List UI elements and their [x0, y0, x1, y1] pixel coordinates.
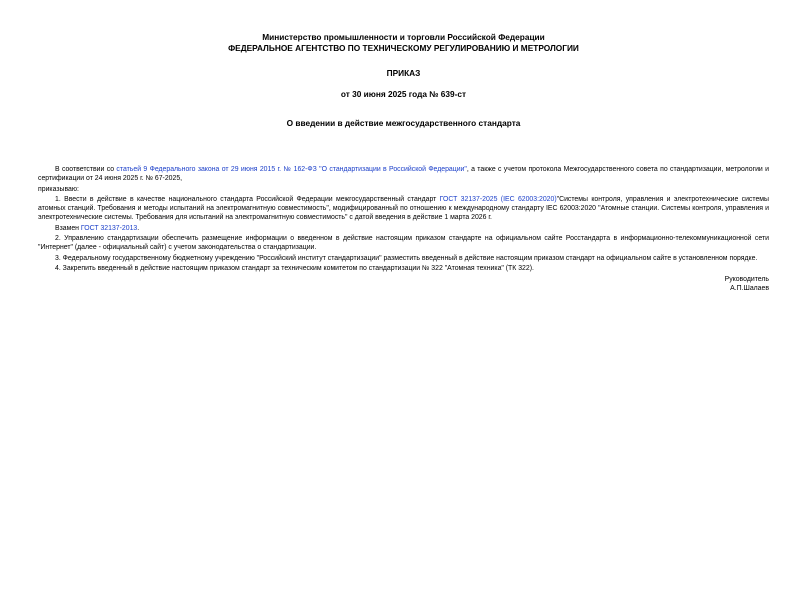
- gost-2025-link[interactable]: ГОСТ 32137-2025 (IEC 62003:2020): [439, 196, 557, 203]
- paragraph-replacement: Взамен ГОСТ 32137-2013.: [55, 224, 140, 232]
- date-number-heading: от 30 июня 2025 года № 639-ст: [340, 89, 467, 99]
- paragraph-item-3: 3. Федеральному государственному бюджетному учреждению "Российский институт стандартизации" разместить введенный в действие настоящим приказом стандарт на официальном сайте в установленном порядке.: [55, 254, 758, 262]
- gost-2013-link[interactable]: ГОСТ 32137-2013: [80, 224, 138, 232]
- paragraph-item-1: 1. Ввести в действие в качестве национального стандарта Российской Федерации межгосударственный стандарт ГОСТ 32137-2025 (IEC 62003:2020)"Системы контроля, управления и электротехнические системы атомных станций. Требования и методы испытаний на электромагнитную совместимость", модифицированный по отношению к международному стандарту IEC 62003:2020 "Атомные станции. Системы контроля, управления и электротехнические системы. Требования для испытаний на электромагнитную совместимость" с датой введения в действие 1 марта 2026 г.: [38, 196, 769, 221]
- doc-type-heading: ПРИКАЗ: [386, 68, 421, 78]
- document-page: [0, 32, 807, 603]
- ministry-heading: Министерство промышленности и торговли Российской Федерации: [262, 32, 545, 42]
- signature-name: А.П.Шалаев: [730, 285, 769, 292]
- law-article-link[interactable]: статьей 9 Федерального закона от 29 июня 2015 г. № 162-ФЗ "О стандартизации в Российской Федерации": [116, 166, 467, 173]
- paragraph-order: приказываю:: [38, 185, 79, 193]
- paragraph-item-4: 4. Закрепить введенный в действие настоящим приказом стандарт за техническим комитетом по стандартизации № 322 "Атомная техника" (ТК 322).: [55, 265, 534, 272]
- paragraph-item-2: 2. Управлению стандартизации обеспечить размещение информации о введенном в действие настоящим приказом стандарте на официальном сайте Росстандарта в информационно-телекоммуникационной сети "Интернет" (далее - официальный сайт) с учетом законодательства о стандартизации.: [38, 235, 769, 251]
- paragraph-preamble: В соответствии со статьей 9 Федерального закона от 29 июня 2015 г. № 162-ФЗ "О стандартизации в Российской Федерации", а также с учетом протокола Межгосударственного совета по стандартизации, метрологии и сертификации от 24 июня 2025 г. № 67-2025,: [38, 166, 769, 182]
- agency-heading: ФЕДЕРАЛЬНОЕ АГЕНТСТВО ПО ТЕХНИЧЕСКОМУ РЕГУЛИРОВАНИЮ И МЕТРОЛОГИИ: [228, 43, 579, 53]
- document-body: [38, 165, 769, 273]
- document-title: О введении в действие межгосударственного стандарта: [286, 118, 521, 128]
- signature-position: Руководитель: [724, 276, 769, 283]
